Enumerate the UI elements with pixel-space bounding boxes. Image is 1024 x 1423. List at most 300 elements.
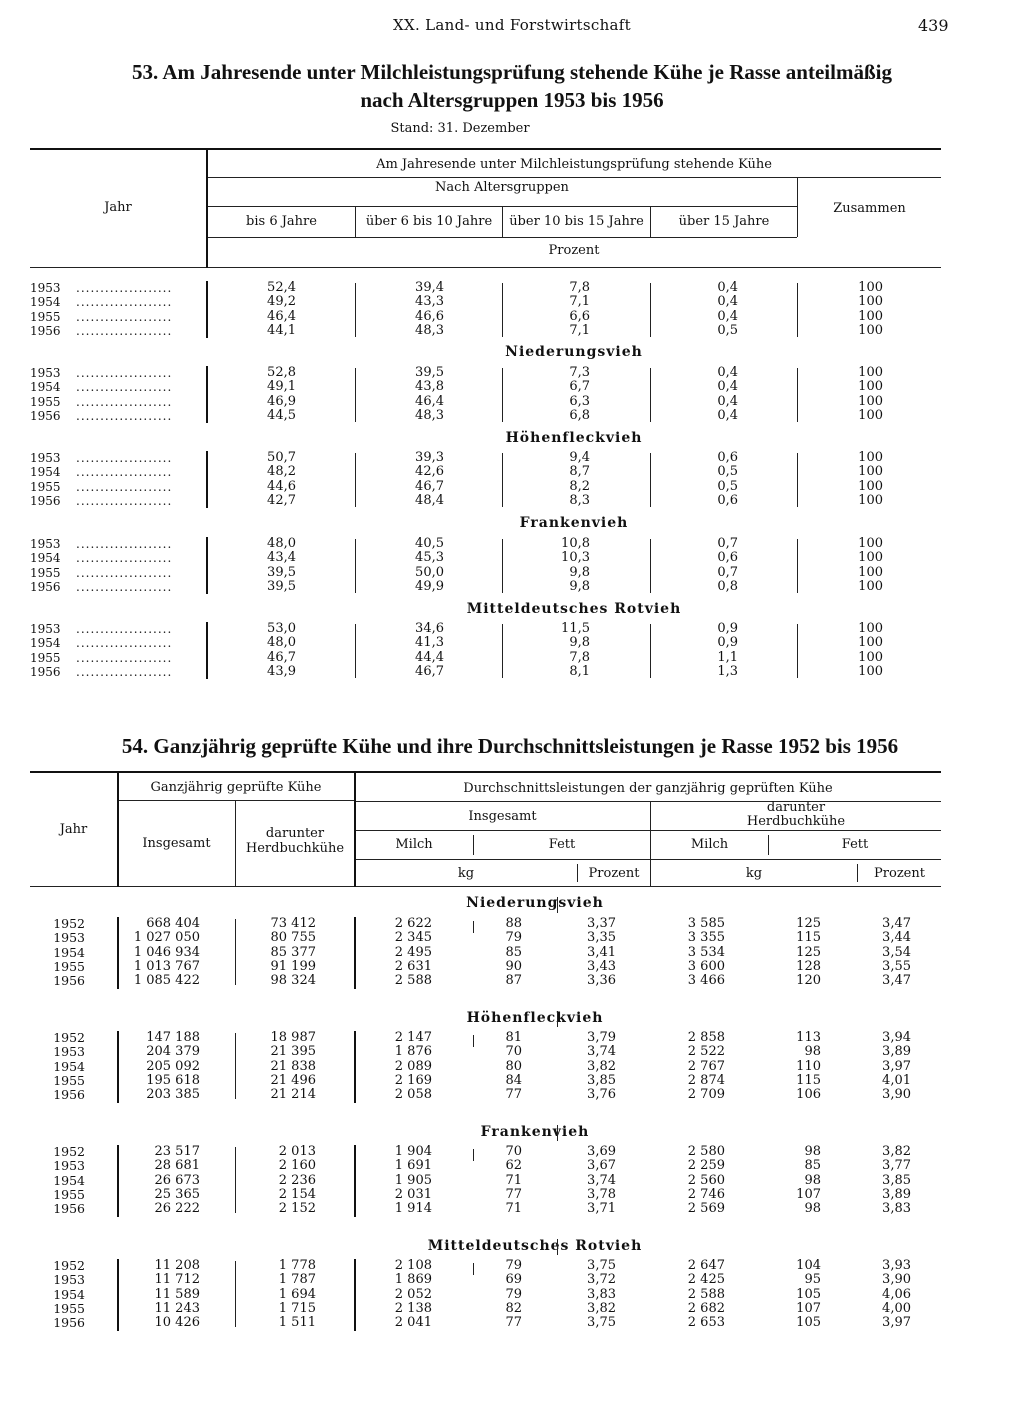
t54-cell-fett_pct: 3,72: [587, 1272, 616, 1288]
t54-cell-hb_milch: 2 259: [687, 1158, 725, 1174]
rule: [30, 886, 941, 887]
t54-cell-fett_kg: 71: [505, 1172, 522, 1188]
t54-cell-hb_fett_kg: 95: [804, 1272, 821, 1288]
t54-cell-herdbuch: 1 787: [278, 1272, 316, 1288]
t53-cell-c4: 0,5: [717, 478, 738, 494]
t54-cell-fett_kg: 62: [505, 1158, 522, 1174]
t53-cell-c3: 10,8: [561, 536, 590, 551]
t53-leader: ....................: [76, 451, 173, 465]
t54-cell-herdbuch: 2 160: [278, 1158, 316, 1174]
t54-cell-hb_fett_pct: 3,89: [882, 1044, 911, 1060]
t54-cell-fett_pct: 3,75: [587, 1315, 616, 1331]
rule: [355, 453, 356, 507]
t54-cell-milch: 2 147: [394, 1030, 432, 1045]
rule: [557, 1011, 558, 1027]
t53-cell-c4: 0,5: [717, 322, 738, 338]
table54-header-jahr: Jahr: [59, 822, 88, 837]
t54-cell-fett_pct: 3,37: [587, 916, 616, 931]
t54-cell-herdbuch: 91 199: [270, 958, 316, 974]
t54-year: 1955: [53, 1300, 85, 1316]
rule: [650, 539, 651, 593]
t54-cell-hb_fett_pct: 3,82: [882, 1144, 911, 1159]
t54-cell-hb_fett_kg: 104: [796, 1258, 821, 1273]
t54-cell-hb_fett_pct: 3,93: [882, 1258, 911, 1273]
t53-cell-c5: 100: [858, 492, 883, 508]
t53-cell-c5: 100: [858, 294, 883, 310]
t54-cell-hb_fett_pct: 3,77: [882, 1158, 911, 1174]
t53-leader: ....................: [76, 622, 173, 636]
table53-title-line1: 53. Am Jahresende unter Milchleistungsprüfung stehende Kühe je Rasse anteilmäßig: [132, 60, 892, 84]
t54-cell-herdbuch: 1 778: [278, 1258, 316, 1273]
t54-cell-hb_fett_pct: 3,85: [882, 1172, 911, 1188]
t53-section-title: Mitteldeutsches Rotvieh: [466, 601, 682, 617]
t53-year: 1954: [30, 636, 61, 651]
t53-cell-c2: 49,9: [415, 578, 444, 594]
t54-cell-insgesamt: 26 222: [154, 1201, 200, 1217]
t54-cell-fett_pct: 3,69: [587, 1144, 616, 1159]
t54-cell-insgesamt: 11 712: [154, 1272, 200, 1288]
rule: [118, 800, 354, 801]
t54-cell-fett_pct: 3,71: [587, 1201, 616, 1217]
t54-year: 1955: [53, 1186, 85, 1202]
table53-header-altersgruppen: Nach Altersgruppen: [435, 180, 569, 195]
t54-cell-hb_fett_pct: 3,97: [882, 1058, 911, 1074]
t53-cell-c3: 9,8: [569, 564, 590, 580]
t54-cell-hb_milch: 2 425: [687, 1272, 725, 1288]
t53-year: 1953: [30, 366, 61, 380]
t53-cell-c2: 48,3: [415, 322, 444, 338]
t53-cell-c4: 0,8: [717, 578, 738, 594]
t53-year: 1956: [30, 664, 61, 679]
t54-cell-fett_kg: 81: [505, 1030, 522, 1045]
t53-cell-c2: 44,4: [415, 649, 444, 665]
t54-cell-hb_fett_pct: 3,90: [882, 1272, 911, 1288]
t53-year: 1955: [30, 394, 61, 409]
t54-year: 1956: [53, 973, 85, 989]
t53-cell-c4: 0,7: [717, 536, 738, 551]
t54-cell-insgesamt: 1 046 934: [133, 944, 200, 960]
t53-cell-c3: 7,1: [569, 322, 590, 338]
t54-cell-fett_kg: 77: [505, 1186, 522, 1202]
t54-cell-fett_kg: 82: [505, 1300, 522, 1316]
t54-year: 1952: [53, 1144, 85, 1159]
t53-year: 1953: [30, 622, 61, 636]
t53-leader: ....................: [76, 579, 173, 594]
t54-cell-insgesamt: 1 013 767: [133, 958, 200, 974]
t54-cell-hb_milch: 3 600: [687, 958, 725, 974]
running-header: XX. Land- und Forstwirtschaft: [393, 16, 631, 34]
rule: [355, 624, 356, 678]
t54-cell-hb_fett_pct: 3,44: [882, 930, 911, 946]
t54-cell-hb_milch: 3 355: [687, 930, 725, 946]
t54-cell-hb_milch: 2 580: [687, 1144, 725, 1159]
t53-year: 1956: [30, 579, 61, 594]
t53-cell-c1: 43,4: [267, 550, 296, 566]
t54-cell-milch: 2 345: [394, 930, 432, 946]
t54-cell-hb_milch: 2 682: [687, 1300, 725, 1316]
table54-header-hb-prozent: Prozent: [874, 866, 925, 881]
t54-cell-fett_pct: 3,76: [587, 1087, 616, 1103]
t54-cell-fett_kg: 70: [505, 1044, 522, 1060]
t54-cell-fett_kg: 84: [505, 1072, 522, 1088]
t53-leader: ....................: [76, 465, 173, 480]
t53-cell-c3: 6,6: [569, 308, 590, 324]
t53-cell-c2: 48,3: [415, 407, 444, 423]
t54-cell-insgesamt: 10 426: [154, 1315, 200, 1331]
table54-header-gepruefte: Ganzjährig geprüfte Kühe: [150, 780, 322, 795]
t54-cell-hb_fett_kg: 106: [796, 1087, 821, 1103]
t53-cell-c1: 52,8: [267, 365, 296, 380]
rule: [502, 453, 503, 507]
rule: [206, 451, 208, 508]
t53-cell-c2: 41,3: [415, 635, 444, 651]
t54-cell-fett_pct: 3,78: [587, 1186, 616, 1202]
t53-cell-c5: 100: [858, 322, 883, 338]
t54-section-title: Höhenfleckvieh: [466, 1010, 604, 1026]
t53-cell-c5: 100: [858, 635, 883, 651]
t54-cell-hb_milch: 2 522: [687, 1044, 725, 1060]
t54-cell-fett_kg: 79: [505, 1258, 522, 1273]
rule: [797, 624, 798, 678]
table54-header-insgesamt: Insgesamt: [142, 836, 211, 851]
table53-header-col4: über 15 Jahre: [678, 214, 770, 229]
table53-header-jahr: Jahr: [104, 200, 132, 215]
t54-cell-fett_pct: 3,43: [587, 958, 616, 974]
t53-cell-c1: 44,1: [267, 322, 296, 338]
t53-cell-c3: 9,8: [569, 578, 590, 594]
t54-cell-insgesamt: 205 092: [146, 1058, 200, 1074]
table53-header-col2: über 6 bis 10 Jahre: [365, 214, 493, 229]
rule: [355, 830, 941, 831]
t53-cell-c3: 8,7: [569, 464, 590, 480]
table53-header-top: Am Jahresende unter Milchleistungsprüfung stehende Kühe: [376, 157, 772, 172]
t54-cell-hb_fett_kg: 98: [804, 1201, 821, 1217]
t54-cell-fett_pct: 3,79: [587, 1030, 616, 1045]
t54-cell-herdbuch: 1 511: [278, 1315, 316, 1331]
t54-cell-hb_fett_kg: 107: [796, 1186, 821, 1202]
t53-leader: ....................: [76, 636, 173, 651]
t53-leader: ....................: [76, 309, 173, 324]
t54-cell-hb_fett_kg: 98: [804, 1172, 821, 1188]
t53-leader: ....................: [76, 281, 173, 295]
t53-cell-c3: 8,3: [569, 492, 590, 508]
t54-cell-hb_milch: 2 653: [687, 1315, 725, 1331]
t54-year: 1952: [53, 1030, 85, 1045]
t54-year: 1954: [53, 944, 85, 960]
t53-cell-c5: 100: [858, 308, 883, 324]
t53-cell-c2: 39,4: [415, 280, 444, 295]
t53-leader: ....................: [76, 408, 173, 423]
rule: [355, 539, 356, 593]
rule: [355, 283, 356, 337]
t53-cell-c4: 1,1: [717, 649, 738, 665]
t53-leader: ....................: [76, 394, 173, 409]
table54-header-milch: Milch: [395, 837, 433, 852]
t54-cell-fett_kg: 70: [505, 1144, 522, 1159]
t54-cell-fett_kg: 87: [505, 973, 522, 989]
t54-cell-herdbuch: 21 214: [270, 1087, 316, 1103]
t54-year: 1956: [53, 1315, 85, 1331]
t54-cell-herdbuch: 2 152: [278, 1201, 316, 1217]
t53-year: 1955: [30, 650, 61, 665]
t53-cell-c3: 8,1: [569, 663, 590, 679]
t53-section-title: Frankenvieh: [519, 515, 629, 531]
t54-cell-hb_fett_pct: 3,94: [882, 1030, 911, 1045]
rule: [557, 1125, 558, 1141]
t54-year: 1953: [53, 1158, 85, 1174]
t53-cell-c4: 0,4: [717, 308, 738, 324]
t53-cell-c2: 39,5: [415, 365, 444, 380]
t54-cell-milch: 2 169: [394, 1072, 432, 1088]
t54-cell-milch: 2 058: [394, 1087, 432, 1103]
t54-cell-insgesamt: 25 365: [154, 1186, 200, 1202]
t53-year: 1954: [30, 551, 61, 566]
table53-header-col1: bis 6 Jahre: [246, 214, 317, 229]
t54-cell-milch: 2 622: [394, 916, 432, 931]
rule: [206, 281, 208, 338]
t54-cell-fett_kg: 79: [505, 930, 522, 946]
rule: [355, 859, 941, 860]
t54-cell-hb_fett_kg: 107: [796, 1300, 821, 1316]
t54-cell-hb_fett_kg: 85: [804, 1158, 821, 1174]
t53-cell-c5: 100: [858, 663, 883, 679]
t53-cell-c1: 44,6: [267, 478, 296, 494]
table53-title: [52, 58, 972, 114]
t54-cell-hb_fett_kg: 115: [796, 1072, 821, 1088]
t53-cell-c5: 100: [858, 550, 883, 566]
t53-cell-c1: 52,4: [267, 280, 296, 295]
rule: [502, 283, 503, 337]
rule: [207, 177, 941, 178]
t54-cell-fett_kg: 79: [505, 1286, 522, 1302]
t54-cell-herdbuch: 21 496: [270, 1072, 316, 1088]
table54-title: 54. Ganzjährig geprüfte Kühe und ihre Durchschnittsleistungen je Rasse 1952 bis 1956: [121, 734, 899, 758]
t53-leader: ....................: [76, 366, 173, 380]
t54-cell-insgesamt: 28 681: [154, 1158, 200, 1174]
t54-cell-hb_milch: 2 858: [687, 1030, 725, 1045]
t53-cell-c4: 1,3: [717, 663, 738, 679]
t53-leader: ....................: [76, 479, 173, 494]
t54-cell-herdbuch: 2 154: [278, 1186, 316, 1202]
t53-cell-c5: 100: [858, 578, 883, 594]
rule: [650, 368, 651, 422]
t54-cell-fett_pct: 3,35: [587, 930, 616, 946]
t53-leader: ....................: [76, 323, 173, 338]
t53-cell-c4: 0,9: [717, 621, 738, 636]
table53-title-line2: nach Altersgruppen 1953 bis 1956: [360, 88, 664, 112]
t53-cell-c2: 50,0: [415, 564, 444, 580]
t53-leader: ....................: [76, 551, 173, 566]
table54-header-prozent: Prozent: [588, 866, 640, 881]
t54-cell-hb_fett_kg: 125: [796, 944, 821, 960]
t54-cell-fett_pct: 3,67: [587, 1158, 616, 1174]
t53-year: 1954: [30, 465, 61, 480]
t54-cell-hb_fett_kg: 128: [796, 958, 821, 974]
t54-cell-fett_pct: 3,85: [587, 1072, 616, 1088]
t53-cell-c4: 0,4: [717, 393, 738, 409]
t54-cell-fett_pct: 3,82: [587, 1300, 616, 1316]
t54-cell-insgesamt: 195 618: [146, 1072, 200, 1088]
t53-leader: ....................: [76, 380, 173, 395]
t54-year: 1954: [53, 1172, 85, 1188]
t53-year: 1956: [30, 323, 61, 338]
t54-cell-hb_fett_pct: 4,06: [882, 1286, 911, 1302]
table54-header-herdbuch: darunter Herdbuchkühe: [245, 826, 345, 856]
t54-cell-insgesamt: 23 517: [154, 1144, 200, 1159]
t53-cell-c1: 39,5: [267, 564, 296, 580]
t54-cell-fett_pct: 3,83: [587, 1286, 616, 1302]
t53-cell-c1: 53,0: [267, 621, 296, 636]
t53-cell-c3: 6,3: [569, 393, 590, 409]
rule: [206, 537, 208, 594]
t54-cell-hb_fett_pct: 3,90: [882, 1087, 911, 1103]
rule: [30, 148, 941, 150]
t53-cell-c1: 50,7: [267, 450, 296, 465]
t53-cell-c5: 100: [858, 649, 883, 665]
t53-cell-c5: 100: [858, 464, 883, 480]
table54-header-herdbuchkuehe: Herdbuchkühe: [746, 814, 846, 829]
t53-cell-c2: 43,8: [415, 379, 444, 395]
t53-section-title: Niederungsvieh: [505, 344, 643, 360]
t53-leader: ....................: [76, 650, 173, 665]
t54-cell-insgesamt: 1 027 050: [133, 930, 200, 946]
t54-cell-hb_fett_kg: 98: [804, 1144, 821, 1159]
t53-year: 1953: [30, 281, 61, 295]
t54-section-title: Frankenvieh: [480, 1124, 590, 1140]
table53-header-prozent: Prozent: [548, 243, 600, 258]
t54-cell-herdbuch: 1 715: [278, 1300, 316, 1316]
t54-cell-hb_milch: 3 534: [687, 944, 725, 960]
rule: [206, 366, 208, 423]
table54-header-durchschnitt: Durchschnittsleistungen der ganzjährig geprüften Kühe: [463, 781, 833, 796]
t53-cell-c3: 9,8: [569, 635, 590, 651]
t54-cell-hb_milch: 2 746: [687, 1186, 725, 1202]
t54-cell-hb_fett_kg: 98: [804, 1044, 821, 1060]
t53-cell-c1: 46,7: [267, 649, 296, 665]
t53-cell-c3: 7,1: [569, 294, 590, 310]
t53-cell-c1: 42,7: [267, 492, 296, 508]
t53-cell-c4: 0,7: [717, 564, 738, 580]
table54-header-darunter: darunter: [766, 800, 826, 815]
t53-cell-c2: 46,7: [415, 663, 444, 679]
t54-year: 1952: [53, 916, 85, 931]
t53-cell-c3: 7,3: [569, 365, 590, 380]
t54-cell-herdbuch: 85 377: [270, 944, 316, 960]
t54-cell-hb_fett_kg: 110: [796, 1058, 821, 1074]
t54-cell-fett_pct: 3,74: [587, 1044, 616, 1060]
t54-cell-herdbuch: 73 412: [270, 916, 316, 931]
t54-cell-insgesamt: 668 404: [146, 916, 200, 931]
t54-cell-hb_milch: 2 588: [687, 1286, 725, 1302]
t53-cell-c4: 0,4: [717, 280, 738, 295]
t54-cell-insgesamt: 11 243: [154, 1300, 200, 1316]
t53-year: 1955: [30, 479, 61, 494]
t54-cell-insgesamt: 1 085 422: [133, 973, 200, 989]
rule: [502, 539, 503, 593]
t54-year: 1954: [53, 1058, 85, 1074]
t53-leader: ....................: [76, 537, 173, 551]
table53-header-zusammen: Zusammen: [833, 201, 906, 216]
t54-cell-milch: 2 495: [394, 944, 432, 960]
t53-cell-c1: 48,2: [267, 464, 296, 480]
t54-cell-hb_milch: 2 560: [687, 1172, 725, 1188]
t53-cell-c2: 40,5: [415, 536, 444, 551]
rule: [650, 283, 651, 337]
t53-cell-c1: 48,0: [267, 635, 296, 651]
t54-cell-fett_pct: 3,82: [587, 1058, 616, 1074]
t54-cell-insgesamt: 26 673: [154, 1172, 200, 1188]
t53-year: 1953: [30, 451, 61, 465]
t54-cell-hb_milch: 2 874: [687, 1072, 725, 1088]
t54-cell-hb_fett_kg: 115: [796, 930, 821, 946]
t54-cell-fett_kg: 90: [505, 958, 522, 974]
t54-year: 1953: [53, 930, 85, 946]
t53-cell-c4: 0,6: [717, 550, 738, 566]
t53-leader: ....................: [76, 295, 173, 310]
t54-cell-insgesamt: 204 379: [146, 1044, 200, 1060]
rule: [557, 1239, 558, 1255]
t53-cell-c1: 44,5: [267, 407, 296, 423]
rule: [797, 283, 798, 337]
rule: [502, 624, 503, 678]
table54-header-fett: Fett: [548, 837, 576, 852]
t53-leader: ....................: [76, 493, 173, 508]
t53-section-title: Höhenfleckvieh: [505, 430, 643, 446]
t54-cell-milch: 1 876: [394, 1044, 432, 1060]
t53-cell-c4: 0,5: [717, 464, 738, 480]
t54-cell-insgesamt: 203 385: [146, 1087, 200, 1103]
t53-cell-c5: 100: [858, 478, 883, 494]
t53-cell-c1: 43,9: [267, 663, 296, 679]
t54-cell-fett_kg: 77: [505, 1315, 522, 1331]
t53-cell-c5: 100: [858, 450, 883, 465]
t54-year: 1952: [53, 1258, 85, 1273]
t53-leader: ....................: [76, 664, 173, 679]
t54-section-title: Mitteldeutsches Rotvieh: [427, 1238, 643, 1254]
t53-cell-c3: 9,4: [569, 450, 590, 465]
t53-cell-c2: 34,6: [415, 621, 444, 636]
t53-cell-c2: 46,6: [415, 308, 444, 324]
t54-cell-hb_milch: 2 767: [687, 1058, 725, 1074]
t53-cell-c4: 0,4: [717, 379, 738, 395]
t53-cell-c5: 100: [858, 365, 883, 380]
t54-cell-fett_kg: 77: [505, 1087, 522, 1103]
t53-cell-c1: 49,2: [267, 294, 296, 310]
t54-cell-hb_fett_kg: 105: [796, 1286, 821, 1302]
t54-cell-insgesamt: 11 208: [154, 1258, 200, 1273]
rule: [650, 624, 651, 678]
t54-cell-herdbuch: 2 236: [278, 1172, 316, 1188]
t53-cell-c3: 8,2: [569, 478, 590, 494]
t54-cell-hb_milch: 3 585: [687, 916, 725, 931]
t54-cell-fett_kg: 71: [505, 1201, 522, 1217]
t54-cell-fett_pct: 3,36: [587, 973, 616, 989]
page-number: 439: [918, 16, 949, 35]
rule: [30, 267, 941, 268]
t54-cell-hb_fett_kg: 113: [796, 1030, 821, 1045]
t54-cell-milch: 1 869: [394, 1272, 432, 1288]
t53-cell-c5: 100: [858, 564, 883, 580]
t54-cell-hb_fett_kg: 120: [796, 973, 821, 989]
t53-year: 1955: [30, 565, 61, 580]
t53-cell-c3: 7,8: [569, 649, 590, 665]
t54-cell-herdbuch: 2 013: [278, 1144, 316, 1159]
t54-year: 1956: [53, 1201, 85, 1217]
t54-cell-herdbuch: 21 838: [270, 1058, 316, 1074]
t54-cell-hb_milch: 3 466: [687, 973, 725, 989]
t54-cell-fett_kg: 85: [505, 944, 522, 960]
rule: [557, 897, 558, 913]
